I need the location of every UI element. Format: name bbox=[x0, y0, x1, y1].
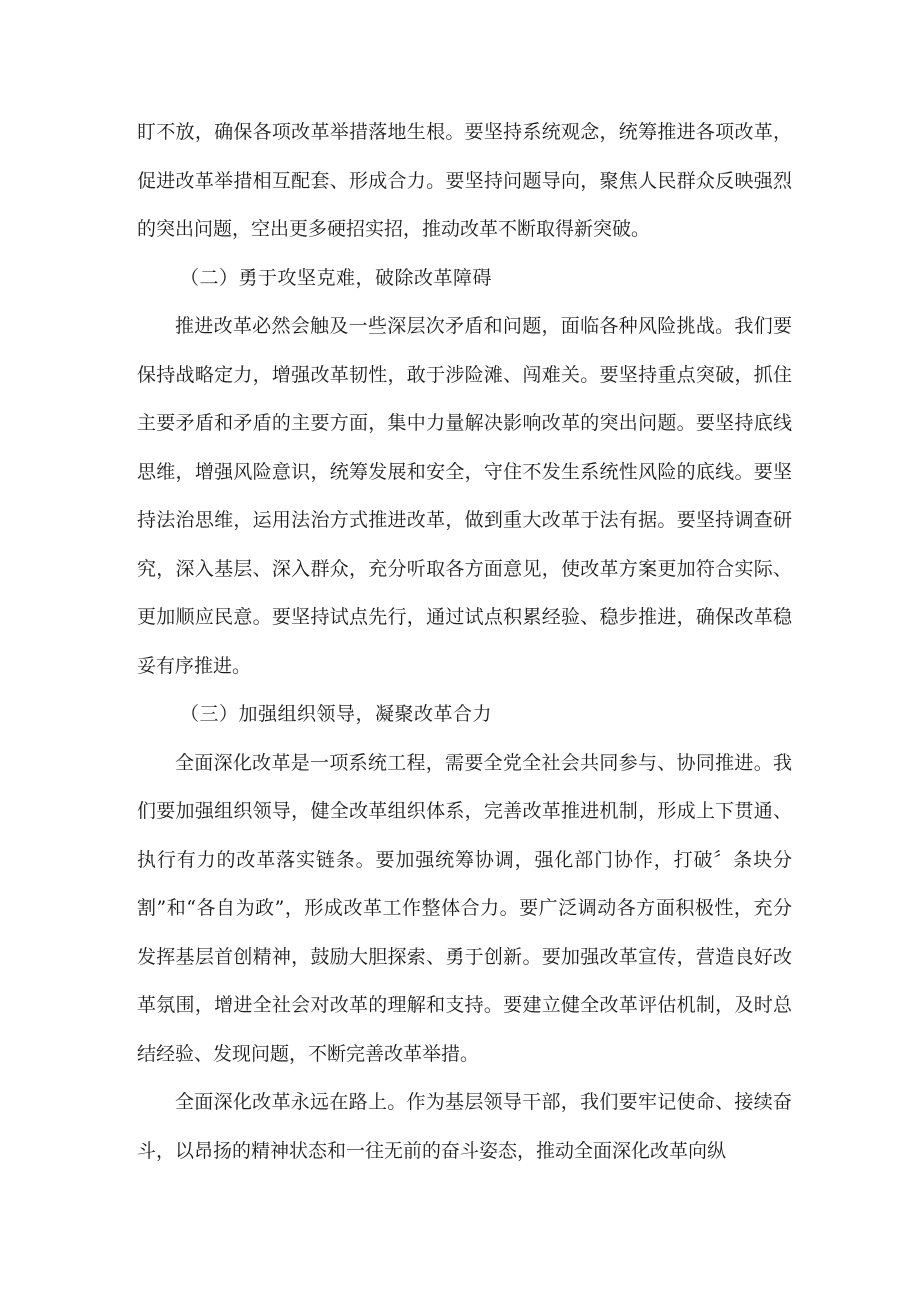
section-heading-2: （二）勇于攻坚克难，破除改革障碍 bbox=[180, 266, 493, 289]
document-body bbox=[137, 108, 792, 1175]
section-heading-3: （三）加强组织领导，凝聚改革合力 bbox=[180, 703, 493, 725]
paragraph-continued: 盯不放，确保各项改革举措落地生根。要坚持系统观念，统筹推进各项改革，促进改革举措相互配套、形成合力。要坚持问题导向，聚焦人民群众反映强烈的突出问题，空出更多硬招实招，推动改革不断取得新突破。 bbox=[137, 121, 792, 240]
paragraph-section-3: 全面深化改革是一项系统工程，需要全党全社会共同参与、协同推进。我们要加强组织领导，健全改革组织体系，完善改革推进机制，形成上下贯通、执行有力的改革落实链条。要加强统筹协调，强化部门协作，打破〞条块分割”和“各自为政”，形成改革工作整体合力。要广泛调动各方面积极性，充分发挥基层首创精神，鼓励大胆探索、勇于创新。要加强改革宣传，营造良好改革氛围，增进全社会对改革的理解和支持。要建立健全改革评估机制，及时总结经验、发现问题，不断完善改革举措。 bbox=[137, 751, 792, 1065]
paragraph-section-2: 推进改革必然会触及一些深层次矛盾和问题，面临各种风险挑战。我们要保持战略定力，增强改革韧性，敢于涉险滩、闯难关。要坚持重点突破，抓住主要矛盾和矛盾的主要方面，集中力量解决影响改革的突出问题。要坚持底线思维，增强风险意识，统筹发展和安全，守住不发生系统性风险的底线。要坚持法治思维，运用法治方式推进改革，做到重大改革于法有据。要坚持调查研究，深入基层、深入群众，充分听取各方面意见，使改革方案更加符合实际、更加顺应民意。要坚持试点先行，通过试点积累经验、稳步推进，确保改革稳妥有序推进。 bbox=[137, 315, 792, 677]
paragraph-conclusion: 全面深化改革永远在路上。作为基层领导干部，我们要牢记使命、接续奋斗，以昂扬的精神状态和一往无前的奋斗姿态，推动全面深化改革向纵 bbox=[137, 1091, 792, 1162]
